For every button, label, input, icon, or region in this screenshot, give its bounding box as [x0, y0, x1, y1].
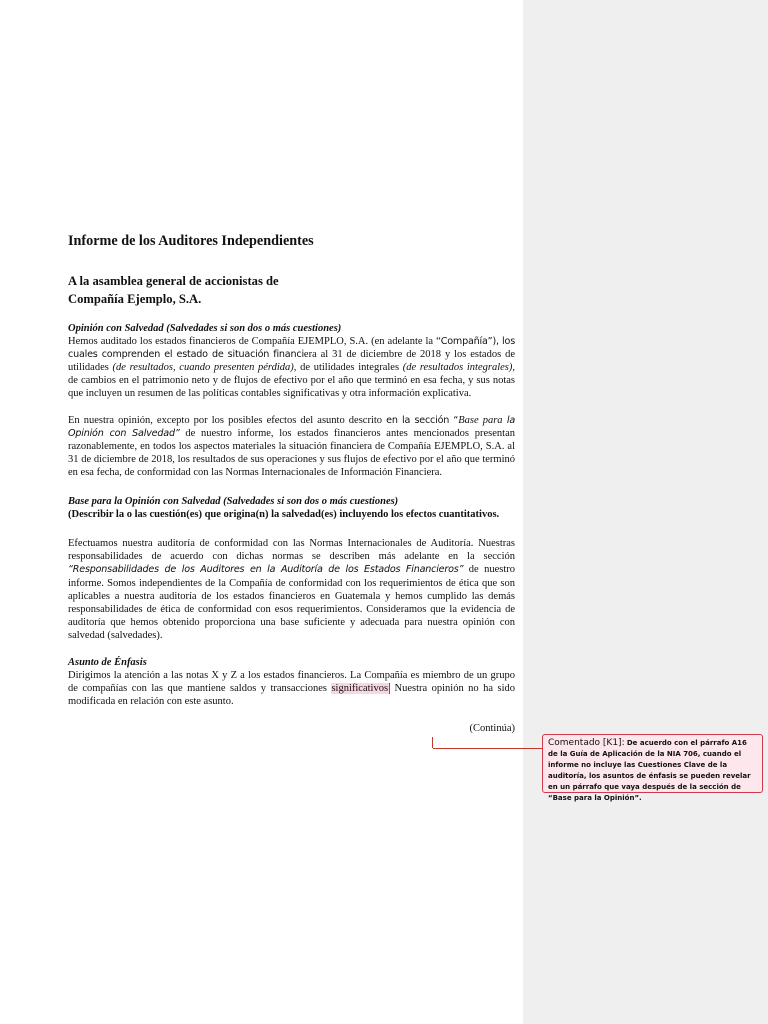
instruction-note: (Describir la o las cuestión(es) que origina(n) la salvedad(es) incluyendo los efectos cuantitativos.	[68, 509, 500, 521]
section-heading-basis: Base para la Opinión con Salvedad (Salvedades si son dos o más cuestiones)	[68, 496, 399, 508]
comment-label: Comentado [K1]:	[548, 738, 625, 748]
text-run: Efectuamos nuestra auditoría de conformidad con las Normas Internacionales de Auditoría. Nuestras responsabilidades de acuerdo con dichas normas se describen más adelante en la sección	[68, 538, 515, 563]
paragraph-opinion-statement	[68, 414, 515, 479]
continued-marker: (Continúa)	[469, 723, 515, 735]
comment-leader-line	[432, 737, 433, 748]
document-body	[68, 232, 515, 735]
comment-leader-line	[433, 748, 543, 749]
text-run: Nuestra opinión no ha sido modificada en relación con este asunto.	[68, 683, 515, 708]
report-title: Informe de los Auditores Independientes	[68, 233, 314, 249]
text-run-handwritten-italic: la Opinión con Salvedad”	[68, 414, 515, 439]
paragraph-emphasis	[68, 669, 515, 708]
text-run: , de utilidades integrales	[293, 362, 403, 374]
commented-text-anchor[interactable]: significativos	[331, 683, 389, 695]
paragraph-basis	[68, 537, 515, 642]
text-run-italic: Base para	[458, 414, 503, 426]
text-run: de nuestro informe. Somos independientes de la Compañía de conformidad con los requerimientos de ética que son aplicables a nuestra auditoría de los estados financieros en Guatemala y hemos cumplido las demás responsabilidades de ética de conformidad con esos requerimientos. Consideramos que la evidencia de auditoría que hemos obtenido proporciona una base suficiente y adecuada para nuestra opinión con salvedad (salvedades).	[68, 564, 515, 641]
text-run: , de cambios en el patrimonio neto y de flujos de efectivo por el año que terminó en esa fecha, y sus notas que incluyen un resumen de las políticas contables significativas y otra información explicativa.	[68, 362, 515, 400]
text-run-handwritten: Compañía”), los cuales comprenden el estado de situación financi	[68, 336, 515, 361]
comment-text: De acuerdo con el párrafo A16 de la Guía de Aplicación de la NIA 706, cuando el informe no incluye las Cuestiones Clave de la auditoría, los asuntos de énfasis se pueden revelar en un párrafo que vaya después de la sección de “Base para la Opinión”.	[548, 739, 751, 802]
text-run: En nuestra opinión, excepto por los posibles efectos del asunto descrito	[68, 414, 387, 426]
addressee-line-1: A la asamblea general de accionistas de	[68, 274, 279, 288]
text-run: Dirigimos la atención a las notas X y Z a los estados financieros. La Compañía es miembro de un grupo de compañías con las que mantiene saldos y transacciones	[68, 670, 515, 695]
text-run-handwritten: en la sección “	[386, 414, 459, 426]
text-run: Hemos auditado los estados financieros de Compañía EJEMPLO, S.A. (en adelante la “	[68, 336, 441, 348]
text-run: de nuestro informe, los estados financieros antes mencionados presentan razonablemente, en todos los aspectos materiales la situación financiera de Compañía EJEMPLO, S.A. al 31 de diciembre de 2018, los resultados de sus operaciones y sus flujos de efectivo por el año que terminó en esa fecha, de conformidad con las Normas Internacionales de Información Financiera.	[68, 427, 515, 478]
paragraph-opinion-scope	[68, 335, 515, 400]
text-run: era al 31 de diciembre de 2018 y los estados de utilidades	[68, 349, 515, 374]
section-heading-emphasis: Asunto de Énfasis	[68, 656, 147, 668]
text-run-italic: (de resultados integrales)	[402, 362, 513, 374]
addressee	[68, 272, 515, 308]
text-run-italic: (de resultados, cuando presenten pérdida)	[112, 362, 294, 374]
comment-margin-pane	[523, 0, 768, 1024]
text-run-handwritten-italic: “Responsabilidades de los Auditores en la Auditoría de los Estados Financieros”	[68, 564, 464, 576]
section-heading-opinion: Opinión con Salvedad (Salvedades si son dos o más cuestiones)	[68, 323, 342, 334]
review-comment[interactable]	[542, 734, 763, 802]
addressee-line-2: Compañía Ejemplo, S.A.	[68, 292, 202, 306]
